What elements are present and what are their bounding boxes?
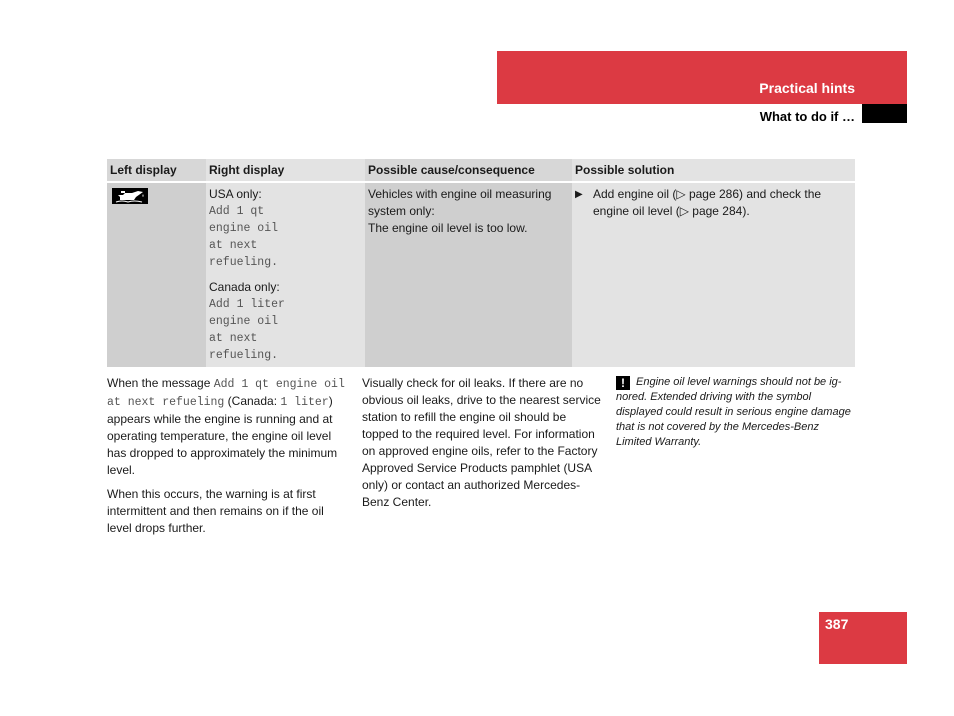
header-solution: Possible solution — [572, 159, 855, 182]
left-display-cell — [107, 182, 206, 367]
canada-message-line: Add 1 liter — [209, 298, 285, 311]
table-row — [107, 182, 855, 367]
display-message-inline: Add 1 qt engine oil at next refueling — [107, 378, 345, 409]
solution-cell — [572, 182, 855, 367]
bullet-arrow-icon: ▶ — [575, 189, 583, 200]
right-display-cell — [206, 182, 365, 367]
warning-paragraph — [616, 375, 856, 450]
exclamation-icon: ! — [616, 376, 630, 390]
canada-message-line: engine oil — [209, 315, 279, 328]
canada-label: Canada only: — [209, 280, 280, 294]
chapter-tab-marker — [862, 104, 907, 123]
cause-text: Vehicles with engine oil measuring system only: — [368, 187, 552, 218]
section-title: Practical hints — [759, 80, 855, 96]
usa-message-line: refueling. — [209, 256, 279, 269]
text-run: ) appears while the engine is running and at operating temperature, the engine oil level has dropped to approximately the minimum level. — [107, 394, 338, 477]
cause-text: The engine oil level is too low. — [368, 221, 528, 235]
warning-note — [616, 375, 856, 457]
text-run: When the message — [107, 376, 214, 390]
canada-message-line: refueling. — [209, 349, 279, 362]
body-column-1 — [107, 375, 347, 544]
oil-can-icon — [112, 188, 148, 204]
usa-label: USA only: — [209, 187, 262, 201]
cause-cell — [365, 182, 572, 367]
text-run: (Canada: — [224, 394, 281, 408]
subsection-title: What to do if … — [759, 109, 855, 124]
display-message-inline: 1 liter — [280, 396, 329, 409]
header-cause: Possible cause/consequence — [365, 159, 572, 182]
usa-message-line: Add 1 qt — [209, 205, 265, 218]
header-banner — [497, 51, 907, 104]
display-message-table — [107, 159, 855, 367]
solution-text: Add engine oil (▷ page 286) and check the engine oil level (▷ page 284). — [593, 187, 822, 218]
header-right-display: Right display — [206, 159, 365, 182]
paragraph: Visually check for oil leaks. If there are no obvious oil leaks, drive to the nearest service station to refill the engine oil should be topped to the required level. For information on approved engine oils, refer to the Factory Approved Service Products pamphlet (USA only) or contact an authorized Mercedes-Benz Center. — [362, 376, 601, 509]
usa-message-line: at next — [209, 239, 258, 252]
warning-text: Engine oil level warnings should not be ig-nored. Extended driving with the symbol displayed could result in serious engine damage that is not covered by the Mercedes-Benz Limited Warranty. — [616, 376, 851, 448]
paragraph — [107, 375, 347, 479]
usa-message-line: engine oil — [209, 222, 279, 235]
header-left-display: Left display — [107, 159, 206, 182]
body-column-2 — [362, 375, 602, 518]
paragraph: When this occurs, the warning is at first intermittent and then remains on if the oil level drops further. — [107, 487, 324, 535]
canada-message-line: at next — [209, 332, 258, 345]
table-header-row — [107, 159, 855, 182]
page-number: 387 — [825, 616, 849, 632]
